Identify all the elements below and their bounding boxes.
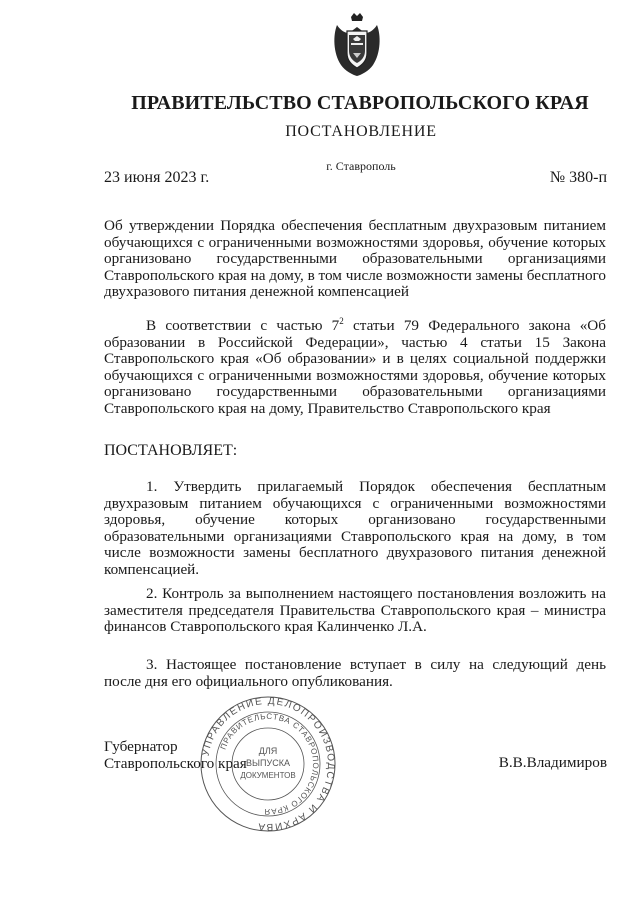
coat-of-arms-icon (331, 13, 383, 77)
preamble-superscript: 2 (339, 315, 344, 326)
signer-position-line1: Губернатор (104, 738, 178, 755)
preamble-paragraph (104, 315, 606, 418)
signer-name: В.В.Владимиров (498, 754, 607, 771)
document-date: 23 июня 2023 г. (104, 169, 210, 186)
document-type: ПОСТАНОВЛЕНИЕ (285, 123, 437, 140)
stamp-center-line1: ДЛЯ (258, 746, 278, 756)
government-title: ПРАВИТЕЛЬСТВО СТАВРОПОЛЬСКОГО КРАЯ (131, 92, 589, 114)
city: г. Ставрополь (326, 159, 396, 173)
stamp-center-line2: ВЫПУСКА (246, 758, 290, 768)
stamp-inner-text: ПРАВИТЕЛЬСТВА СТАВРОПОЛЬСКОГО КРАЯ (218, 711, 321, 817)
preamble-part2: статьи 79 Федерального закона «Об образовании в Российской Федерации», частью 4 статьи 15 Закона Ставропольского края «Об образовании» и в целях социальной поддержки обучающихся с ограниченными возможностями здоровья, обучение которых организовано государственными образовательными организациями Ставропольского края на дому, Правительство Ставропольского края (104, 317, 606, 417)
signer-position (104, 739, 247, 772)
document-subject: Об утверждении Порядка обеспечения бесплатным двухразовым питанием обучающихся с ограниченными возможностями здоровья, обучение которых организовано государственными образовательными организациями Ставропольского края на дому, в том числе возможности замены бесплатного двухразового питания денежной компенсацией (104, 217, 606, 301)
stamp-center-line3: ДОКУМЕНТОВ (240, 771, 296, 780)
preamble-part1: В соответствии с частью 7 (146, 317, 340, 334)
resolution-item-2: 2. Контроль за выполнением настоящего постановления возложить на заместителя председателя Правительства Ставропольского края – министра финансов Ставропольского края Калинченко Л.А. (104, 585, 606, 636)
resolution-item-1: 1. Утвердить прилагаемый Порядок обеспечения бесплатным двухразовым питанием обучающихся с ограниченными возможностями здоровья, обучение которых организовано государственными образовательными организациями Ставропольского края на дому, в том числе возможности замены бесплатного двухразового питания денежной компенсацией. (104, 478, 606, 578)
signer-position-line2: Ставропольского края (104, 754, 247, 772)
document-number: № 380-п (549, 169, 607, 186)
stamp-outer-text: УПРАВЛЕНИЕ ДЕЛОПРОИЗВОДСТВА И АРХИВА (200, 695, 337, 833)
resolves-heading: ПОСТАНОВЛЯЕТ: (104, 442, 238, 459)
resolution-item-3: 3. Настоящее постановление вступает в силу на следующий день после дня его официального опубликования. (104, 656, 606, 690)
